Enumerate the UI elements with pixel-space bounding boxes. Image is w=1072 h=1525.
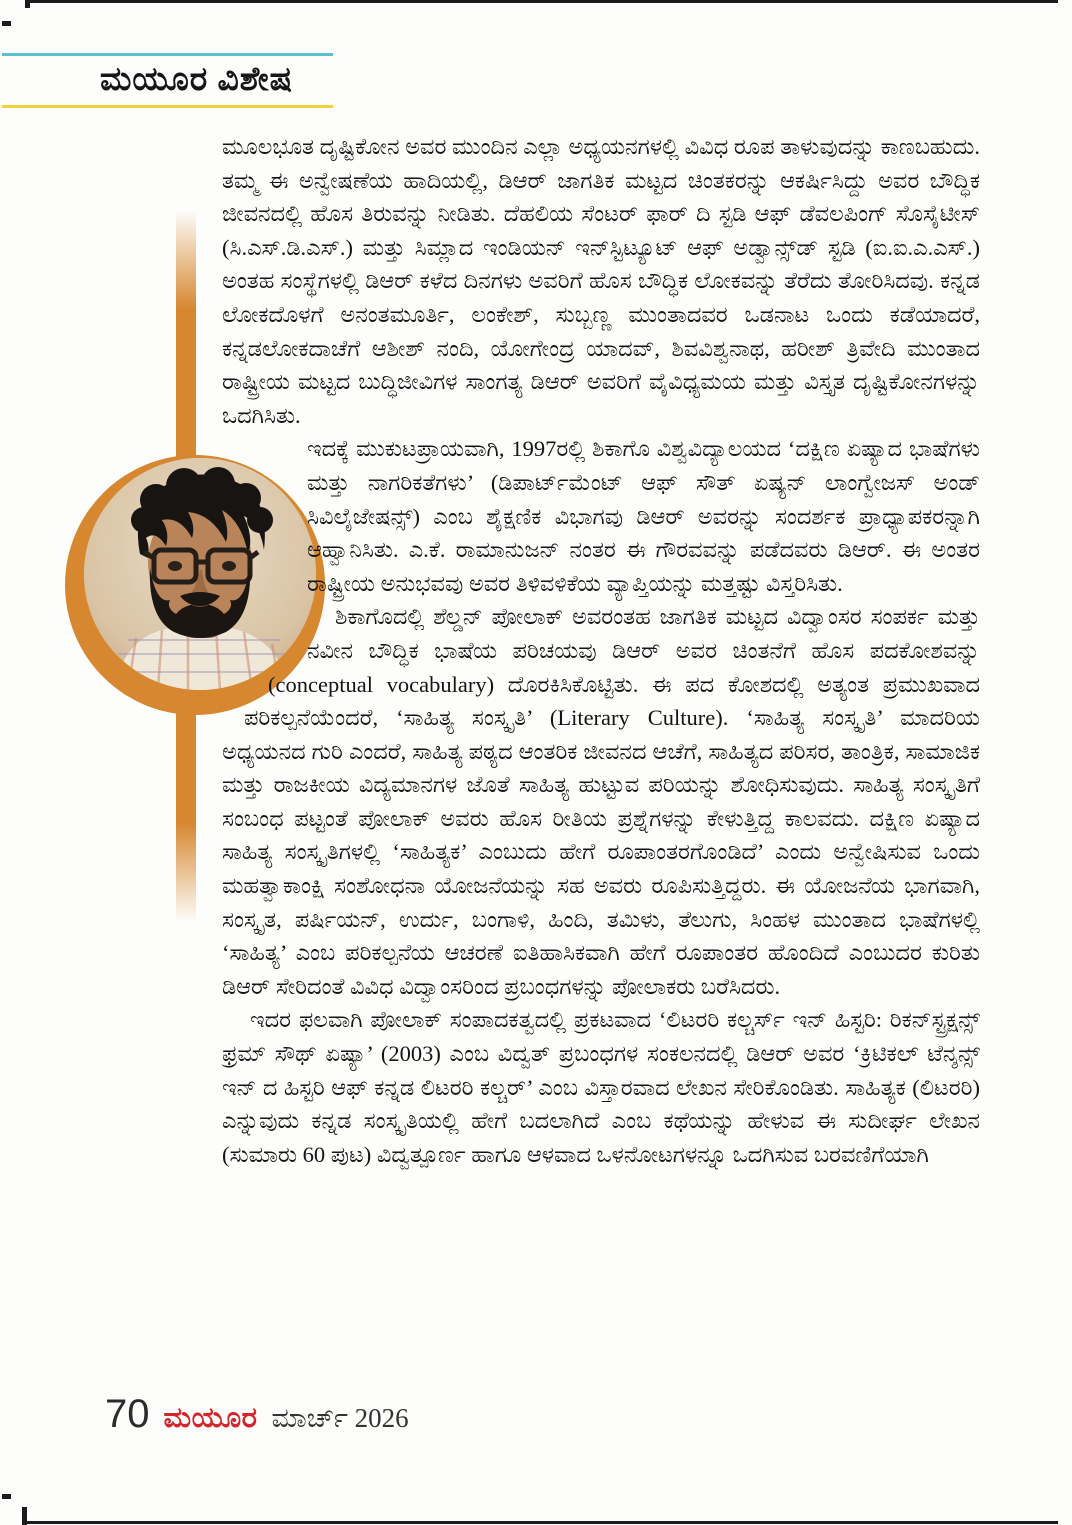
crop-mark-bottom-tick — [22, 1507, 27, 1525]
crop-mark-top-tick — [25, 0, 30, 8]
page-number: 70 — [105, 1392, 150, 1436]
crop-mark-top-line — [28, 0, 1058, 3]
issue-date: ಮಾರ್ಚ್ 2026 — [271, 1403, 409, 1433]
body-paragraph: ಶಿಕಾಗೊದಲ್ಲಿ ಶೆಲ್ಡನ್ ಪೋಲಾಕ್ ಅವರಂತಹ ಜಾಗತಿಕ ಮಟ್ಟದ ವಿದ್ವಾಂಸರ ಸಂಪರ್ಕ ಮತ್ತು ನವೀನ ಬೌದ್ಧಿಕ ಭಾಷೆಯ ಪರಿಚಯವು ಡಿಆರ್ ಅವರ ಚಿಂತನೆಗೆ ಹೊಸ ಪದಕೋಶವನ್ನು (conceptual vocabulary) ದೊರಕಿಸಿಕೊಟ್ಟಿತು. ಈ ಪದ ಕೋಶದಲ್ಲಿ ಅತ್ಯಂತ ಪ್ರಮುಖವಾದ ಪರಿಕಲ್ಪನೆಯೆಂದರೆ, ‘ಸಾಹಿತ್ಯ ಸಂಸ್ಕೃತಿ’ (Literary Culture). ‘ಸಾಹಿತ್ಯ ಸಂಸ್ಕೃತಿ’ ಮಾದರಿಯ ಅಧ್ಯಯನದ ಗುರಿ ಎಂದರೆ, ಸಾಹಿತ್ಯ ಪಠ್ಯದ ಆಂತರಿಕ ಜೀವನದ ಆಚೆಗೆ, ಸಾಹಿತ್ಯದ ಪರಿಸರ, ತಾಂತ್ರಿಕ, ಸಾಮಾಜಿಕ ಮತ್ತು ರಾಜಕೀಯ ವಿದ್ಯಮಾನಗಳ ಜೊತೆ ಸಾಹಿತ್ಯ ಹುಟ್ಟುವ ಪರಿಯನ್ನು ಶೋಧಿಸುವುದು. ಸಾಹಿತ್ಯ ಸಂಸ್ಕೃತಿಗೆ ಸಂಬಂಧ ಪಟ್ಟಂತೆ ಪೋಲಾಕ್ ಅವರು ಹೊಸ ರೀತಿಯ ಪ್ರಶ್ನೆಗಳನ್ನು ಕೇಳುತ್ತಿದ್ದ ಕಾಲವದು. ದಕ್ಷಿಣ ಏಷ್ಯಾದ ಸಾಹಿತ್ಯ ಸಂಸ್ಕೃತಿಗಳಲ್ಲಿ ‘ಸಾಹಿತ್ಯಕ’ ಎಂಬುದು ಹೇಗೆ ರೂಪಾಂತರಗೊಂಡಿದೆ’ ಎಂದು ಅನ್ವೇಷಿಸುವ ಒಂದು ಮಹತ್ವಾಕಾಂಕ್ಷಿ ಸಂಶೋಧನಾ ಯೋಜನೆಯನ್ನು ಸಹ ಅವರು ರೂಪಿಸುತ್ತಿದ್ದರು. ಈ ಯೋಜನೆಯ ಭಾಗವಾಗಿ, ಸಂಸ್ಕೃತ, ಪರ್ಷಿಯನ್, ಉರ್ದು, ಬಂಗಾಳಿ, ಹಿಂದಿ, ತಮಿಳು, ತೆಲುಗು, ಸಿಂಹಳ ಮುಂತಾದ ಭಾಷೆಗಳಲ್ಲಿ ‘ಸಾಹಿತ್ಯ’ ಎಂಬ ಪರಿಕಲ್ಪನೆಯ ಆಚರಣೆ ಐತಿಹಾಸಿಕವಾಗಿ ಹೇಗೆ ರೂಪಾಂತರ ಹೊಂದಿದೆ ಎಂಬುದರ ಕುರಿತು ಡಿಆರ್ ಸೇರಿದಂತೆ ವಿವಿಧ ವಿದ್ವಾಂಸರಿಂದ ಪ್ರಬಂಧಗಳನ್ನು ಪೋಲಾಕರು ಬರೆಸಿದರು. — [222, 604, 980, 999]
crop-mark-left-dash-top — [2, 21, 11, 26]
body-paragraph: ಮೂಲಭೂತ ದೃಷ್ಟಿಕೋನ ಅವರ ಮುಂದಿನ ಎಲ್ಲಾ ಅಧ್ಯಯನಗಳಲ್ಲಿ ವಿವಿಧ ರೂಪ ತಾಳುವುದನ್ನು ಕಾಣಬಹುದು. ತಮ್ಮ ಈ ಅನ್ವೇಷಣೆಯ ಹಾದಿಯಲ್ಲಿ, ಡಿಆರ್ ಜಾಗತಿಕ ಮಟ್ಟದ ಚಿಂತಕರನ್ನು ಆಕರ್ಷಿಸಿದ್ದು ಅವರ ಬೌದ್ಧಿಕ ಜೀವನದಲ್ಲಿ ಹೊಸ ತಿರುವನ್ನು ನೀಡಿತು. ದೆಹಲಿಯ ಸೆಂಟರ್ ಫಾರ್ ದಿ ಸ್ಟಡಿ ಆಫ್ ಡೆವಲಪಿಂಗ್ ಸೊಸೈಟೀಸ್ (ಸಿ.ಎಸ್.ಡಿ.ಎಸ್.) ಮತ್ತು ಸಿಮ್ಲಾದ ಇಂಡಿಯನ್ ಇನ್‌ಸ್ಟಿಟ್ಯೂಟ್ ಆಫ್ ಅಡ್ವಾನ್ಸ್‌ಡ್ ಸ್ಟಡಿ (ಐ.ಐ.ಎ.ಎಸ್.) ಅಂತಹ ಸಂಸ್ಥೆಗಳಲ್ಲಿ ಡಿಆರ್ ಕಳೆದ ದಿನಗಳು ಅವರಿಗೆ ಹೊಸ ಬೌದ್ಧಿಕ ಲೋಕವನ್ನು ತೆರೆದು ತೋರಿಸಿದವು. ಕನ್ನಡ ಲೋಕದೊಳಗೆ ಅನಂತಮೂರ್ತಿ, ಲಂಕೇಶ್, ಸುಬ್ಬಣ್ಣ ಮುಂತಾದವರ ಒಡನಾಟ ಒಂದು ಕಡೆಯಾದರೆ, ಕನ್ನಡಲೋಕದಾಚೆಗೆ ಆಶೀಶ್ ನಂದಿ, ಯೋಗೇಂದ್ರ ಯಾದವ್, ಶಿವವಿಶ್ವನಾಥ, ಹರೀಶ್ ತ್ರಿವೇದಿ ಮುಂತಾದ ರಾಷ್ಟ್ರೀಯ ಮಟ್ಟದ ಬುದ್ಧಿಜೀವಿಗಳ ಸಾಂಗತ್ಯ ಡಿಆರ್ ಅವರಿಗೆ ವೈವಿಧ್ಯಮಯ ಮತ್ತು ವಿಸ್ತೃತ ದೃಷ್ಟಿಕೋನಗಳನ್ನು ಒದಗಿಸಿತು. — [222, 134, 980, 428]
article-body — [222, 130, 980, 1171]
page-footer — [105, 1392, 409, 1437]
body-paragraph — [222, 432, 980, 600]
magazine-logo: ಮಯೂರ — [163, 1402, 258, 1434]
body-paragraph: ಇದರ ಫಲವಾಗಿ ಪೋಲಾಕ್ ಸಂಪಾದಕತ್ವದಲ್ಲಿ ಪ್ರಕಟವಾದ ‘ಲಿಟರರಿ ಕಲ್ಚರ್ಸ್ ಇನ್ ಹಿಸ್ಟರಿ: ರಿಕನ್‌ಸ್ಟ್ರಕ್ಷನ್ಸ್ ಫ್ರಮ್ ಸೌಥ್ ಏಷ್ಯಾ’ (2003) ಎಂಬ ವಿದ್ವತ್ ಪ್ರಬಂಧಗಳ ಸಂಕಲನದಲ್ಲಿ ಡಿಆರ್ ಅವರ ‘ಕ್ರಿಟಿಕಲ್ ಟೆನ್ಶನ್ಸ್ ಇನ್ ದ ಹಿಸ್ಟರಿ ಆಫ್ ಕನ್ನಡ ಲಿಟರರಿ ಕಲ್ಚರ್’ ಎಂಬ ವಿಸ್ತಾರವಾದ ಲೇಖನ ಸೇರಿಕೊಂಡಿತು. ಸಾಹಿತ್ಯಕ (ಲಿಟರರಿ) ಎನ್ನುವುದು ಕನ್ನಡ ಸಂಸ್ಕೃತಿಯಲ್ಲಿ ಹೇಗೆ ಬದಲಾಗಿದೆ ಎಂಬ ಕಥೆಯನ್ನು ಹೇಳುವ ಈ ಸುದೀರ್ಘ ಲೇಖನ (ಸುಮಾರು 60 ಪುಟ) ವಿದ್ವತ್ಪೂರ್ಣ ಹಾಗೂ ಆಳವಾದ ಒಳನೋಟಗಳನ್ನೂ ಒದಗಿಸುವ ಬರವಣಿಗೆಯಾಗಿ — [222, 1007, 980, 1167]
header-rule-teal — [2, 53, 333, 56]
body-paragraph-text: ಇದಕ್ಕೆ ಮುಕುಟಪ್ರಾಯವಾಗಿ, 1997ರಲ್ಲಿ ಶಿಕಾಗೊ ವಿಶ್ವವಿದ್ಯಾಲಯದ ‘ದಕ್ಷಿಣ ಏಷ್ಯಾದ ಭಾಷೆಗಳು ಮತ್ತು ನಾಗರಿಕತೆಗಳು’ (ಡಿಪಾರ್ಟ್‌ಮೆಂಟ್ ಆಫ್ ಸೌತ್ ಏಷ್ಯನ್ ಲಾಂಗ್ವೇಜಸ್ ಅಂಡ್ ಸಿವಿಲೈಜೇಷನ್ಸ್) ಎಂಬ ಶೈಕ್ಷಣಿಕ ವಿಭಾಗವು ಡಿಆರ್ ಅವರನ್ನು ಸಂದರ್ಶಕ ಪ್ರಾಧ್ಯಾಪಕರನ್ನಾಗಿ ಆಹ್ವಾನಿಸಿತು. ಎ.ಕೆ. ರಾಮಾನುಜನ್ ನಂತರ ಈ ಗೌರವವನ್ನು ಪಡೆದವರು ಡಿಆರ್. ಈ ಅಂತರ ರಾಷ್ಟ್ರೀಯ ಅನುಭವವು ಅವರ ತಿಳಿವಳಿಕೆಯ ವ್ಯಾಪ್ತಿಯನ್ನು ಮತ್ತಷ್ಟು ವಿಸ್ತರಿಸಿತು. — [307, 436, 980, 596]
header-rule-yellow — [2, 105, 333, 108]
section-title: ಮಯೂರ ವಿಶೇಷ — [100, 62, 294, 98]
crop-mark-bottom-line — [24, 1521, 1058, 1524]
crop-mark-left-dash-bottom — [2, 1494, 11, 1499]
